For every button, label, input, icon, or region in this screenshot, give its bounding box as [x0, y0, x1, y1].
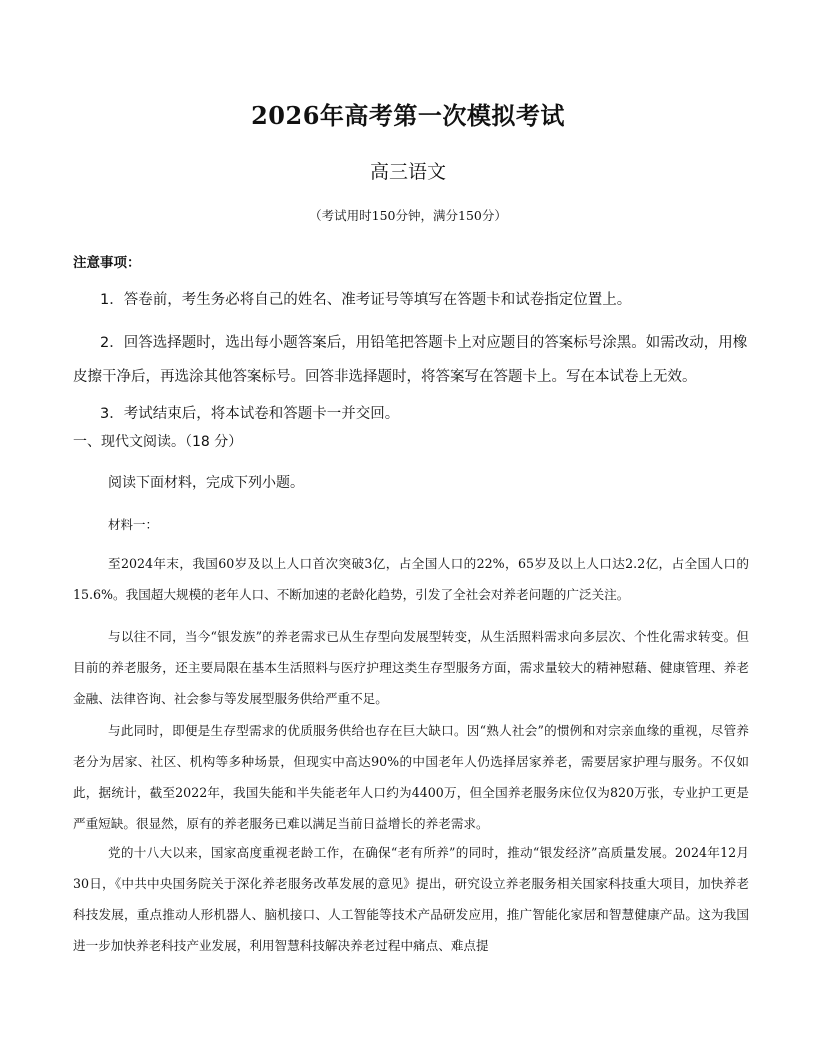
notice-item-3-text: 3．考试结束后，将本试卷和答题卡一并交回。	[100, 406, 400, 422]
exam-subject: 高三语文	[369, 161, 446, 183]
material-label: 材料一：	[108, 517, 159, 532]
material-paragraph-3: 与此同时，即便是生存型需求的优质服务供给也存在巨大缺口。因“熟人社会”的惯例和对宗亲血缘的重视，尽管养老分为居家、社区、机构等多种场景，但现实中高达90%的中国老年人仍选择居家养老，需要居家护理与服务。不仅如此，据统计，截至2022年，我国失能和半失能老年人口约为4400万，但全国养老服务床位仅为820万张，专业护工更是严重短缺。很显然，原有的养老服务已难以满足当前日益增长的养老需求。	[73, 723, 749, 831]
material-paragraph-2: 与以往不同，当今“银发族”的养老需求已从生存型向发展型转变，从生活照料需求向多层次、个性化需求转变。但目前的养老服务，还主要局限在基本生活照料与医疗护理这类生存型服务方面，需求量较大的精神慰藉、健康管理、养老金融、法律咨询、社会参与等发展型服务供给严重不足。	[73, 629, 749, 706]
material-paragraph-1: 至2024年末，我国60岁及以上人口首次突破3亿，占全国人口的22%，65岁及以上人口达2.2亿，占全国人口的15.6%。我国超大规模的老年人口、不断加速的老龄化趋势，引发了全社会对养老问题的广泛关注。	[73, 556, 749, 602]
section-heading: 一、现代文阅读。（18 分）	[73, 434, 243, 450]
notice-item-3	[73, 397, 753, 431]
notice-item-2	[73, 326, 753, 394]
reading-instruction: 阅读下面材料，完成下列小题。	[108, 475, 304, 491]
material-paragraph-4: 党的十八大以来，国家高度重视老龄工作，在确保“老有所养”的同时，推动“银发经济”高质量发展。2024年12月30日，《中共中央国务院关于深化养老服务改革发展的意见》提出，研究设立养老服务相关国家科技重大项目，加快养老科技发展，重点推动人形机器人、脑机接口、人工智能等技术产品研发应用，推广智能化家居和智慧健康产品。这为我国进一步加快养老科技产业发展，利用智慧科技解决养老过程中痛点、难点提	[73, 845, 749, 953]
notice-item-2-text: 2．回答选择题时，选出每小题答案后，用铅笔把答题卡上对应题目的答案标号涂黑。如需改动，用橡皮擦干净后，再选涂其他答案标号。回答非选择题时，将答案写在答题卡上。写在本试卷上无效。	[73, 335, 748, 385]
exam-time-note: （考试用时150分钟，满分150分）	[309, 208, 507, 223]
notice-item-1	[73, 283, 753, 317]
notice-item-1-text: 1．答卷前，考生务必将自己的姓名、准考证号等填写在答题卡和试卷指定位置上。	[100, 292, 632, 308]
exam-title: 2026年高考第一次模拟考试	[251, 101, 565, 130]
notice-heading: 注意事项：	[73, 255, 141, 271]
